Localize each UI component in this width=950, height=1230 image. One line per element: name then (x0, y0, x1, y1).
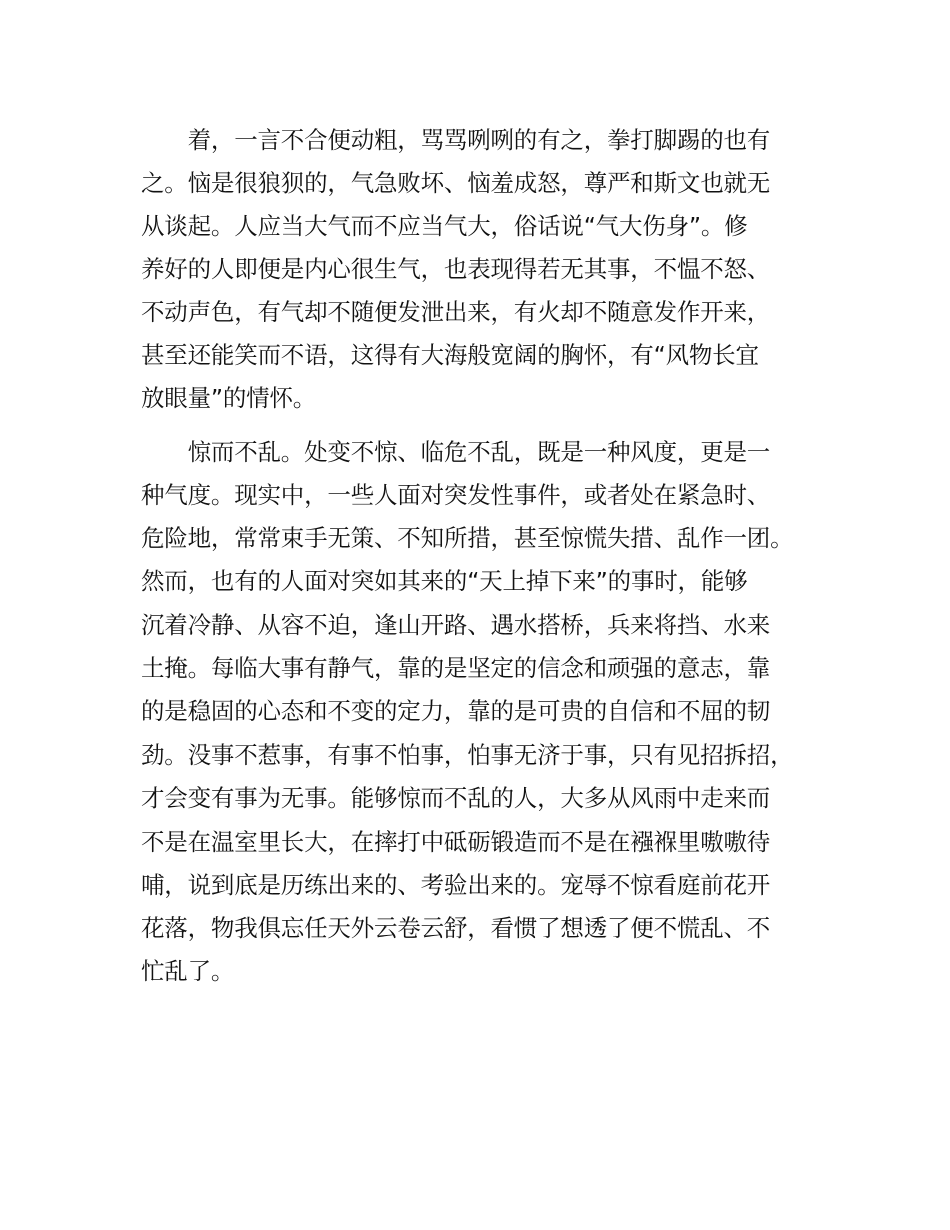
text-line: 放眼量”的情怀。 (141, 384, 317, 412)
text-line: 沉着冷静、从容不迫，逢山开路、遇水搭桥，兵来将挡、水来 (141, 611, 771, 639)
text-line: 哺，说到底是历练出来的、考验出来的。宠辱不惊看庭前花开 (141, 871, 771, 899)
text-line: 土掩。每临大事有静气，靠的是坚定的信念和顽强的意志，靠 (141, 654, 771, 682)
text-line: 不动声色，有气却不随便发泄出来，有火却不随意发作开来， (141, 298, 771, 326)
text-line: 劲。没事不惹事，有事不怕事，怕事无济于事，只有见招拆招， (141, 741, 794, 769)
text-line: 甚至还能笑而不语，这得有大海般宽阔的胸怀，有“风物长宜 (141, 341, 759, 369)
text-line: 着，一言不合便动粗，骂骂咧咧的有之，拳打脚踢的也有 (141, 126, 771, 154)
text-line: 才会变有事为无事。能够惊而不乱的人，大多从风雨中走来而 (141, 784, 771, 812)
text-line: 种气度。现实中，一些人面对突发性事件，或者处在紧急时、 (141, 481, 771, 509)
text-line: 养好的人即便是内心很生气，也表现得若无其事，不愠不怒、 (141, 255, 771, 283)
text-line: 花落，物我俱忘任天外云卷云舒，看惯了想透了便不慌乱、不 (141, 914, 771, 942)
text-line: 然而，也有的人面对突如其来的“天上掉下来”的事时，能够 (141, 567, 748, 595)
text-line: 忙乱了。 (141, 957, 235, 985)
text-line: 惊而不乱。处变不惊、临危不乱，既是一种风度，更是一 (141, 438, 771, 466)
text-line: 从谈起。人应当大气而不应当气大，俗话说“气大伤身”。修 (141, 212, 748, 240)
text-line: 危险地，常常束手无策、不知所措，甚至惊慌失措、乱作一团。 (141, 524, 794, 552)
text-line: 之。恼是很狼狈的，气急败坏、恼羞成怒，尊严和斯文也就无 (141, 169, 771, 197)
text-line: 的是稳固的心态和不变的定力，靠的是可贵的自信和不屈的韧 (141, 697, 771, 725)
text-line: 不是在温室里长大，在摔打中砥砺锻造而不是在襁褓里嗷嗷待 (141, 828, 771, 856)
